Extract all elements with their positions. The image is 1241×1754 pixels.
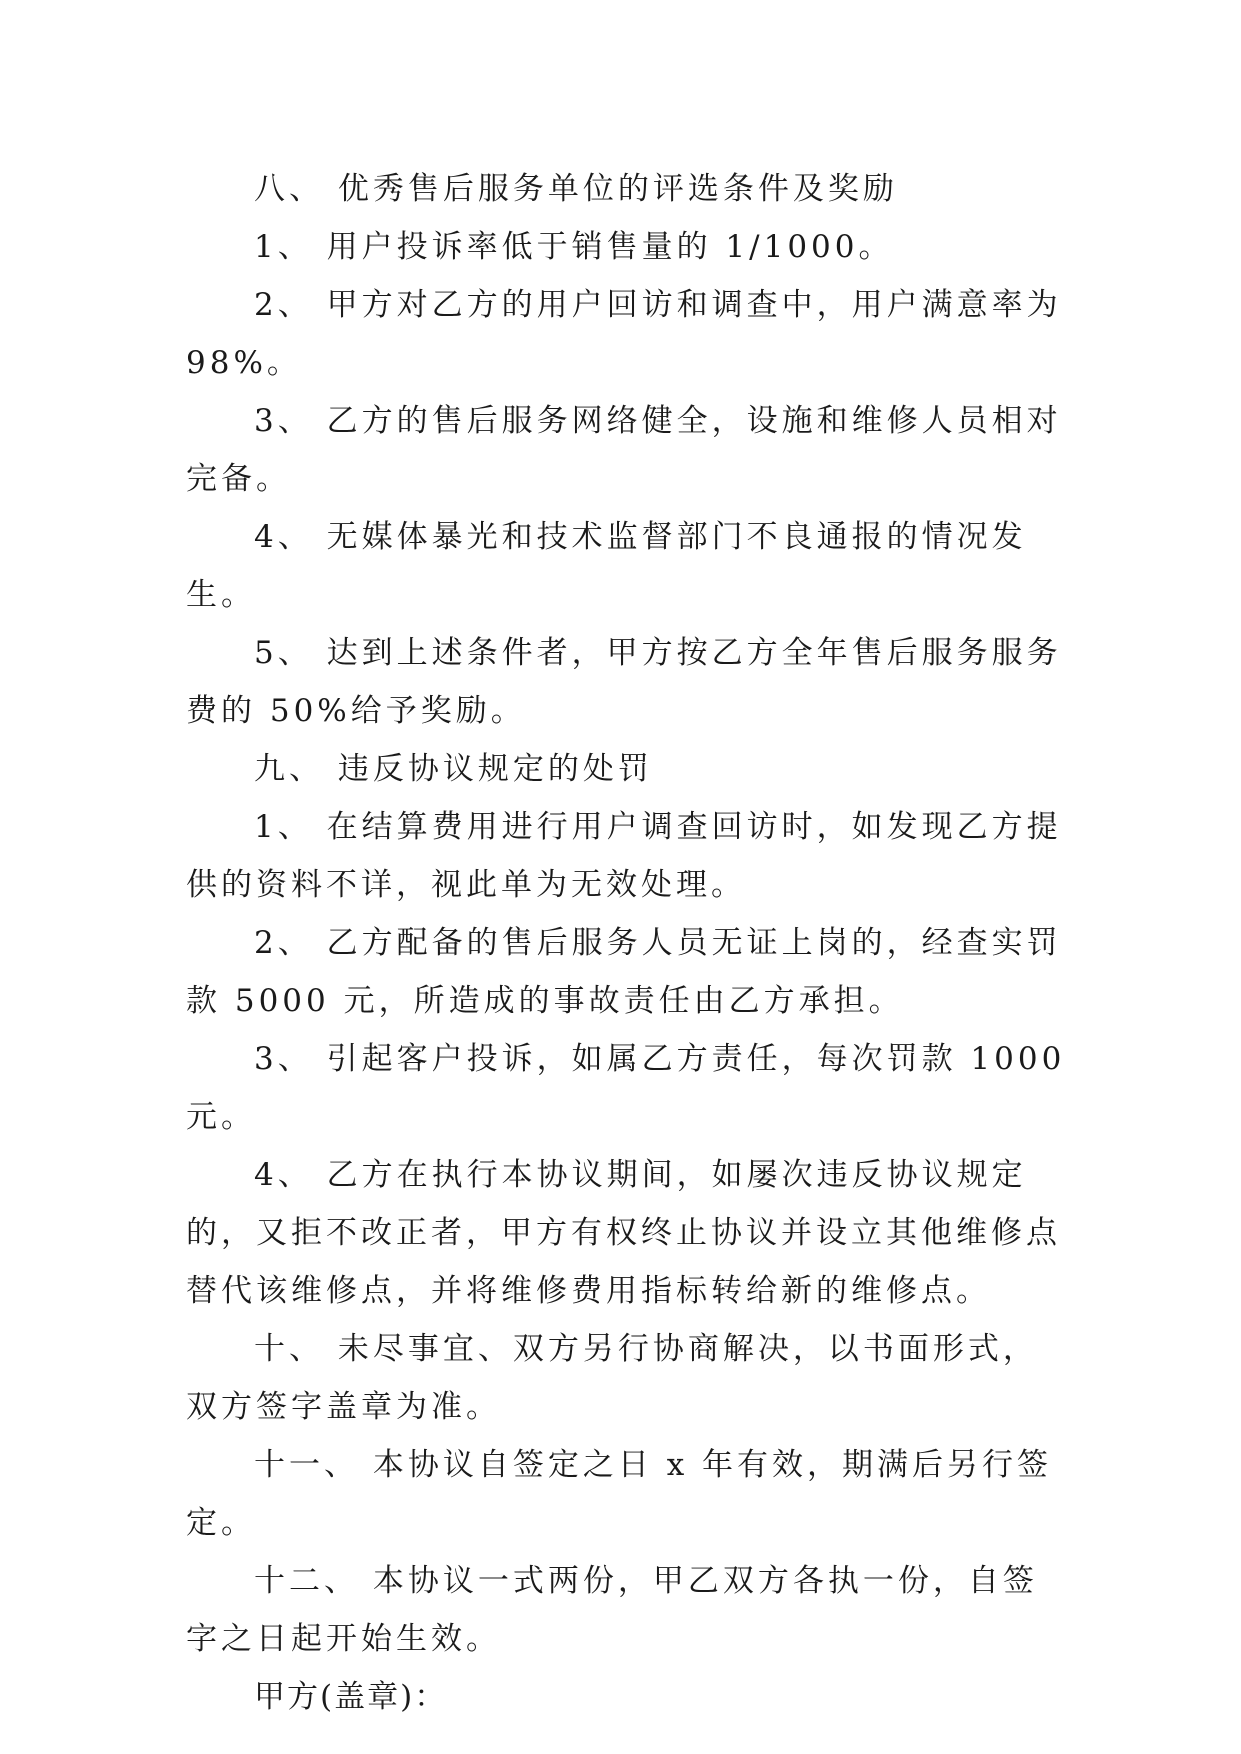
clause-9-1: 1、 在结算费用进行用户调查回访时，如发现乙方提供的资料不详，视此单为无效处理。 (186, 809, 1062, 903)
clause-9-2: 2、 乙方配备的售后服务人员无证上岗的，经查实罚款 5000 元，所造成的事故责任由乙方承担。 (186, 925, 1062, 1019)
section-heading-9: 九、 违反协议规定的处罚 (254, 751, 653, 787)
section-12: 十二、 本协议一式两份，甲乙双方各执一份，自签字之日起开始生效。 (186, 1563, 1038, 1657)
clause-9-3: 3、 引起客户投诉，如属乙方责任，每次罚款 1000 元。 (186, 1041, 1066, 1135)
clause-9-4: 4、 乙方在执行本协议期间，如屡次违反协议规定的，又拒不改正者，甲方有权终止协议并设立其他维修点替代该维修点，并将维修费用指标转给新的维修点。 (186, 1157, 1061, 1309)
clause-8-1: 1、 用户投诉率低于销售量的 1/1000。 (254, 229, 894, 265)
clause-8-4: 4、 无媒体暴光和技术监督部门不良通报的情况发生。 (186, 519, 1027, 613)
section-heading-8: 八、 优秀售后服务单位的评选条件及奖励 (254, 171, 898, 207)
clause-8-2: 2、 甲方对乙方的用户回访和调查中，用户满意率为 98%。 (186, 287, 1062, 381)
document-body (186, 160, 1066, 1726)
clause-8-3: 3、 乙方的售后服务网络健全，设施和维修人员相对完备。 (186, 403, 1062, 497)
clause-8-5: 5、 达到上述条件者，甲方按乙方全年售后服务服务费的 50%给予奖励。 (186, 635, 1062, 729)
section-10: 十、 未尽事宜、双方另行协商解决，以书面形式，双方签字盖章为准。 (186, 1331, 1038, 1425)
section-11: 十一、 本协议自签定之日 x 年有效，期满后另行签定。 (186, 1447, 1053, 1541)
party-a-signature-line: 甲方(盖章)： (254, 1679, 448, 1715)
